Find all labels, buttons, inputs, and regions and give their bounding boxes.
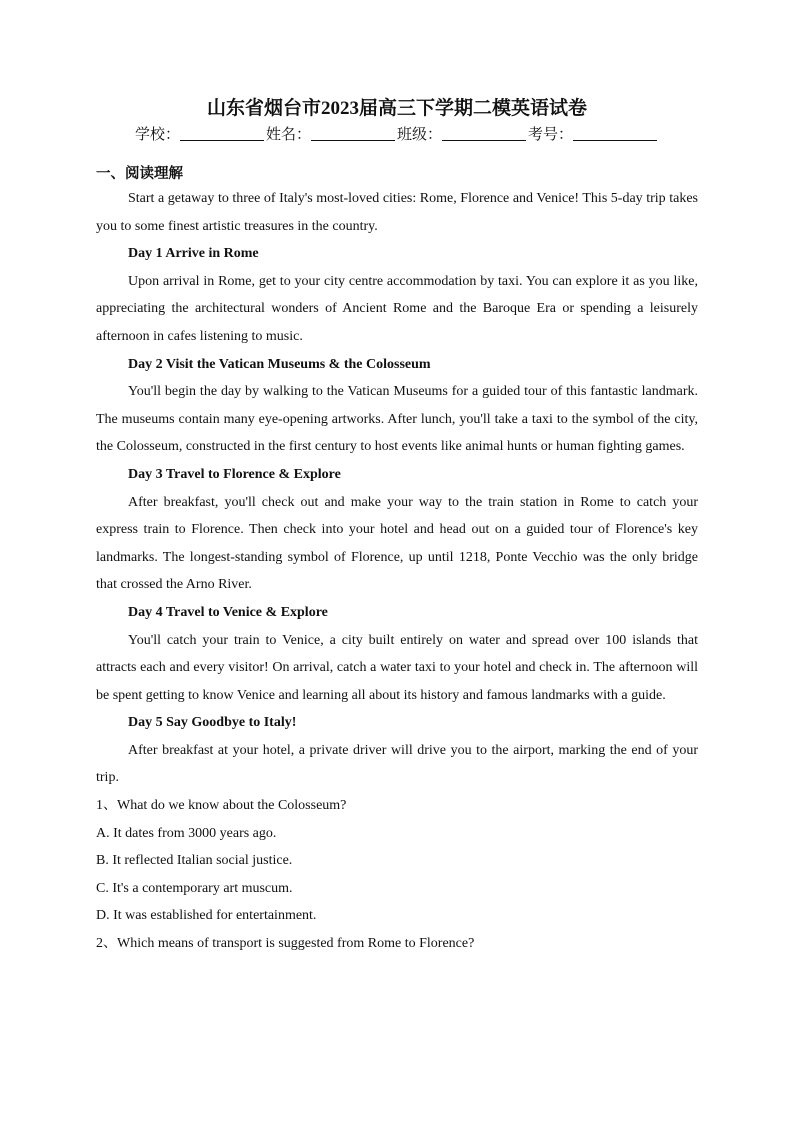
class-blank[interactable]: [442, 126, 526, 141]
passage-intro: Start a getaway to three of Italy's most-loved cities: Rome, Florence and Venice! This 5-day trip takes you to some finest artistic treasures in the country.: [96, 191, 698, 234]
day-3-heading: Day 3 Travel to Florence & Explore: [128, 466, 341, 482]
exam-number-field: [528, 123, 659, 147]
question-1-option-b: B. It reflected Italian social justice.: [96, 853, 293, 869]
question-1-option-c: C. It's a contemporary art muscum.: [96, 880, 293, 896]
exam-number-label: 考号：: [528, 127, 574, 143]
question-1-option-d: D. It was established for entertainment.: [96, 908, 317, 924]
day-2-text: You'll begin the day by walking to the Vatican Museums for a guided tour of this fantastic landmark. The museums contain many eye-opening artworks. After lunch, you'll take a taxi to the symbol of the city, the Colosseum, constructed in the first century to host events like animal hunts or human fighting games.: [96, 384, 698, 455]
school-label: 学校：: [134, 127, 180, 143]
day-4-text: You'll catch your train to Venice, a city built entirely on water and spread over 100 islands that attracts each and every visitor! On arrival, catch a water taxi to your hotel and check in. The afternoon will be spent getting to know Venice and learning all about its history and famous landmarks with a guide.: [96, 632, 698, 703]
page-title: 山东省烟台市2023届高三下学期二模英语试卷: [206, 98, 587, 119]
class-field: [397, 123, 528, 147]
day-1-text: Upon arrival in Rome, get to your city centre accommodation by taxi. You can explore it as you like, appreciating the architectural wonders of Ancient Rome and the Baroque Era or spending a leisurely afternoon in cafes listening to music.: [96, 273, 698, 344]
student-info-line: [96, 123, 698, 147]
exam-number-blank[interactable]: [573, 126, 657, 141]
day-4-heading: Day 4 Travel to Venice & Explore: [128, 604, 328, 620]
school-blank[interactable]: [180, 126, 264, 141]
name-label: 姓名：: [265, 127, 311, 143]
day-1-heading: Day 1 Arrive in Rome: [128, 246, 259, 262]
question-1-option-a: A. It dates from 3000 years ago.: [96, 825, 277, 841]
class-label: 班级：: [397, 127, 443, 143]
question-2-stem: 2、Which means of transport is suggested from Rome to Florence?: [96, 936, 475, 952]
name-blank[interactable]: [311, 126, 395, 141]
section-heading: 一、阅读理解: [96, 166, 183, 182]
day-3-text: After breakfast, you'll check out and make your way to the train station in Rome to catch your express train to Florence. Then check into your hotel and head out on a guided tour of Florence's key landmarks. The longest-standing symbol of Florence, up until 1218, Ponte Vecchio was the only bridge that crossed the Arno River.: [96, 494, 698, 593]
name-field: [266, 123, 397, 147]
day-5-heading: Day 5 Say Goodbye to Italy!: [128, 715, 297, 731]
school-field: [135, 123, 266, 147]
day-2-heading: Day 2 Visit the Vatican Museums & the Colosseum: [128, 356, 431, 372]
document-page: [96, 96, 698, 958]
question-1-stem: 1、What do we know about the Colosseum?: [96, 798, 347, 814]
day-5-text: After breakfast at your hotel, a private driver will drive you to the airport, marking the end of your trip.: [96, 742, 698, 786]
